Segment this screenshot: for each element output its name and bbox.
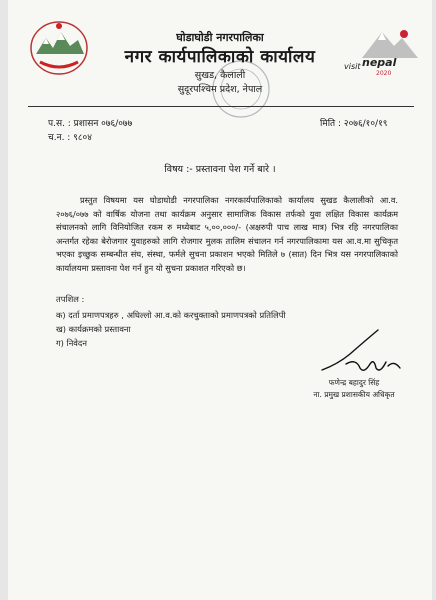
header-divider: [28, 106, 414, 107]
document-page: [8, 0, 432, 600]
logo-visit-text: visit: [344, 62, 361, 71]
subject-line: विषय :- प्रस्तावना पेश गर्ने बारे ।: [164, 164, 276, 175]
mountain-icon: [342, 26, 420, 60]
office-title: नगर कार्यपालिकाको कार्यालय: [124, 47, 316, 67]
enclosure-item: ग) निवेदन: [56, 338, 87, 348]
enclosure-item: क) दर्ता प्रमाणपत्रहरु , अघिल्लो आ.व.को करचुक्ताको प्रमाणपत्रको प्रतिलिपी: [56, 310, 286, 320]
signatory-designation: ना. प्रमुख प्रशासकीय अधिकृत: [313, 390, 395, 399]
dispatch-number: च.न. : ९८०४: [48, 133, 92, 143]
letter-number: प.स. : प्रशासन ०७६/०७७: [48, 119, 133, 129]
handwritten-signature: [316, 324, 412, 380]
municipality-name: घोडाघोडी नगरपालिका: [176, 31, 264, 44]
visit-nepal-logo: [342, 26, 420, 86]
body-paragraph: [56, 194, 398, 276]
logo-year-text: 2020: [376, 70, 392, 77]
province-country: सुदूरपश्चिम प्रदेश, नेपाल: [177, 84, 263, 95]
body-text: प्रस्तुत विषयमा यस घोडाघोडी नगरपालिका नगरकार्यपालिकाको कार्यालय सुखड कैलालीको आ.व. २०७६/०७७ को वार्षिक योजना तथा कार्यक्रम अनुसार सामाजिक विकास तर्फको युवा लक्षित विकास कार्यक्रम संचालनको लागि विनियोजित रकम रु मध्येबाट ५,००,०००/- (अक्षरुपी पाच लाख मात्र) भित्र रहि नगरपालिका अन्तर्गत रहेका बेरोजगार युवाहरुको लागि रोजगार मुलक तालिम संचालन गर्न नगरपालिकामा यस आ.व.मा सुचिकृत भएका इच्छुक सम्बन्धीत संघ, संस्था, फर्मले सुचना प्रकाशन भएको मितिले ७ (सात) दिन भित्र यस नगरपालिकाको कार्यालयमा प्रस्तावना पेश गर्न हुन यो सुचना प्रकाशत गरिएको छ।: [56, 195, 398, 273]
office-location: सुखड, कैलाली: [194, 70, 246, 81]
enclosure-title: तपशिल :: [56, 294, 85, 304]
letter-date: मिति : २०७६/१०/१९: [320, 119, 388, 129]
logo-nepal-text: nepal: [362, 56, 397, 69]
signatory-name: फणेन्द्र बहादुर सिंह: [328, 378, 380, 387]
enclosure-item: ख) कार्यक्रमको प्रस्तावना: [56, 324, 131, 334]
